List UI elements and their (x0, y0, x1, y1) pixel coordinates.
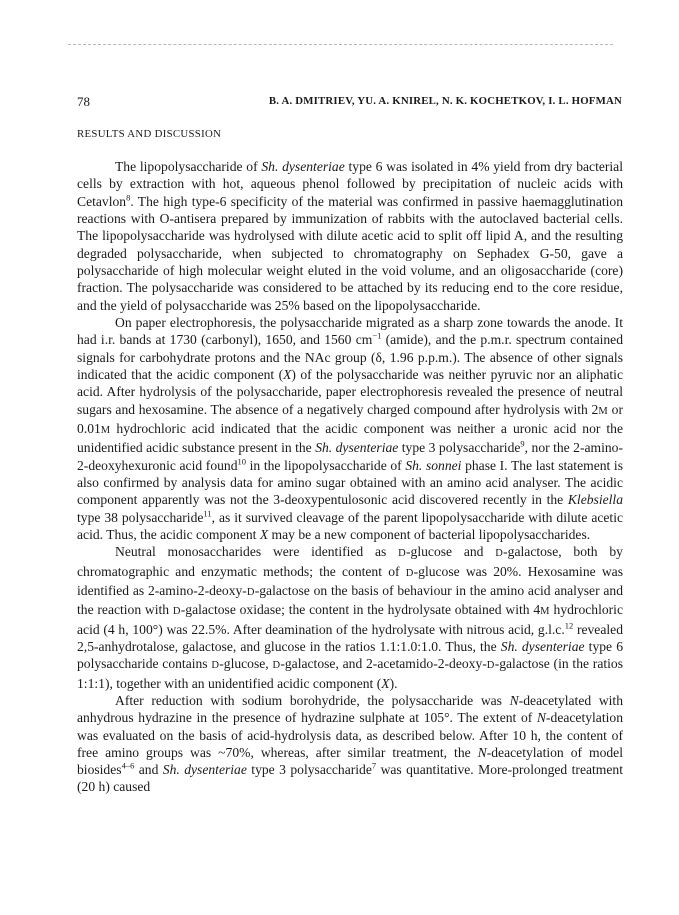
paragraph-1: The lipopolysaccharide of Sh. dysenteriae type 6 was isolated in 4% yield from dry bacterial cells by extraction with hot, aqueous phenol followed by precipitation of nucleic acids with Cetavlon$^8$. The high type-6 specificity of the material was confirmed in passive haemagglutination reactions with O-antisera prepared by immunization of rabbits with the autoclaved bacterial cells. The lipopolysaccharide was hydrolysed with dilute acetic acid to split off lipid A, and the resulting degraded polysaccharide, when subjected to chromatography on Sephadex G-50, gave a polysaccharide of high molecular weight eluted in the void volume, and an oligosaccharide (core) fraction. The polysaccharide was considered to be attached by its reducing end to the core residue, and the yield of polysaccharide was 25% based on the lipopolysaccharide. (77, 159, 623, 313)
paragraph-4: After reduction with sodium borohydride, the polysaccharide was N-deacetylated with anhydrous hydrazine in the presence of hydrazine sulphate at 105°. The extent of N-deacetylation was evaluated on the basis of acid-hydrolysis data, as described below. After 10 h, the content of free amino groups was ~70%, whereas, after similar treatment, the N-deacetylation of model biosides$^{4-6}$ and Sh. dysenteriae type 3 polysaccharide$^7$ was quantitative. More-prolonged treatment (20 h) caused (77, 692, 623, 795)
body-text (77, 158, 623, 796)
page-number: 78 (77, 94, 90, 109)
paragraph-3: Neutral monosaccharides were identified as D-glucose and D-galactose, both by chromatographic and enzymatic methods; the content of D-glucose was 20%. Hexosamine was identified as 2-amino-2-deoxy-D-galactose on the basis of behaviour in the amino acid analyser and the reaction with D-galactose oxidase; the content in the hydrolysate obtained with 4M hydrochloric acid (4 h, 100°) was 22.5%. After deamination of the hydrolysate with nitrous acid, g.l.c.$^{12}$ revealed 2,5-anhydrotalose, galactose, and glucose in the ratios 1.1:1.0:1.0. Thus, the Sh. dysenteriae type 6 polysaccharide contains D-glucose, D-galactose, and 2-acetamido-2-deoxy-D-galactose (in the ratios 1:1:1), together with an unidentified acidic component (X). (77, 544, 623, 691)
section-heading: RESULTS AND DISCUSSION (77, 128, 222, 140)
scan-artifact-line (68, 44, 613, 45)
running-header-authors: B. A. DMITRIEV, YU. A. KNIREL, N. K. KOCHETKOV, I. L. HOFMAN (268, 95, 622, 107)
paragraph-2: On paper electrophoresis, the polysaccharide migrated as a sharp zone towards the anode. It had i.r. bands at 1730 (carbonyl), 1650, and 1560 $cm^{-1}$ (amide), and the p.m.r. spectrum contained signals for carbohydrate protons and the NAc group (δ, 1.96 p.p.m.). The absence of other signals indicated that the acidic component (X) of the polysaccharide was neither pyruvic nor an aliphatic acid. After hydrolysis of the polysaccharide, paper electrophoresis revealed the presence of neutral sugars and hexosamine. The absence of a negatively charged compound after hydrolysis with 2M or 0.01M hydrochloric acid indicated that the acidic component was neither a uronic acid nor the unidentified acidic substance present in the Sh. dysenteriae type 3 polysaccharide$^9$, nor the 2-amino-2-deoxyhexuronic acid found$^{10}$ in the lipopolysaccharide of Sh. sonnei phase I. The last statement is also confirmed by analysis data for amino sugar obtained with an amino acid analyser. The acidic component apparently was not the 3-deoxypentulosonic acid discovered recently in the Klebsiella type 38 polysaccharide$^{11}$, as it survived cleavage of the parent lipopolysaccharide with dilute acetic acid. Thus, the acidic component X may be a new component of bacterial lipopolysaccharides. (77, 314, 624, 542)
running-header (77, 94, 622, 112)
